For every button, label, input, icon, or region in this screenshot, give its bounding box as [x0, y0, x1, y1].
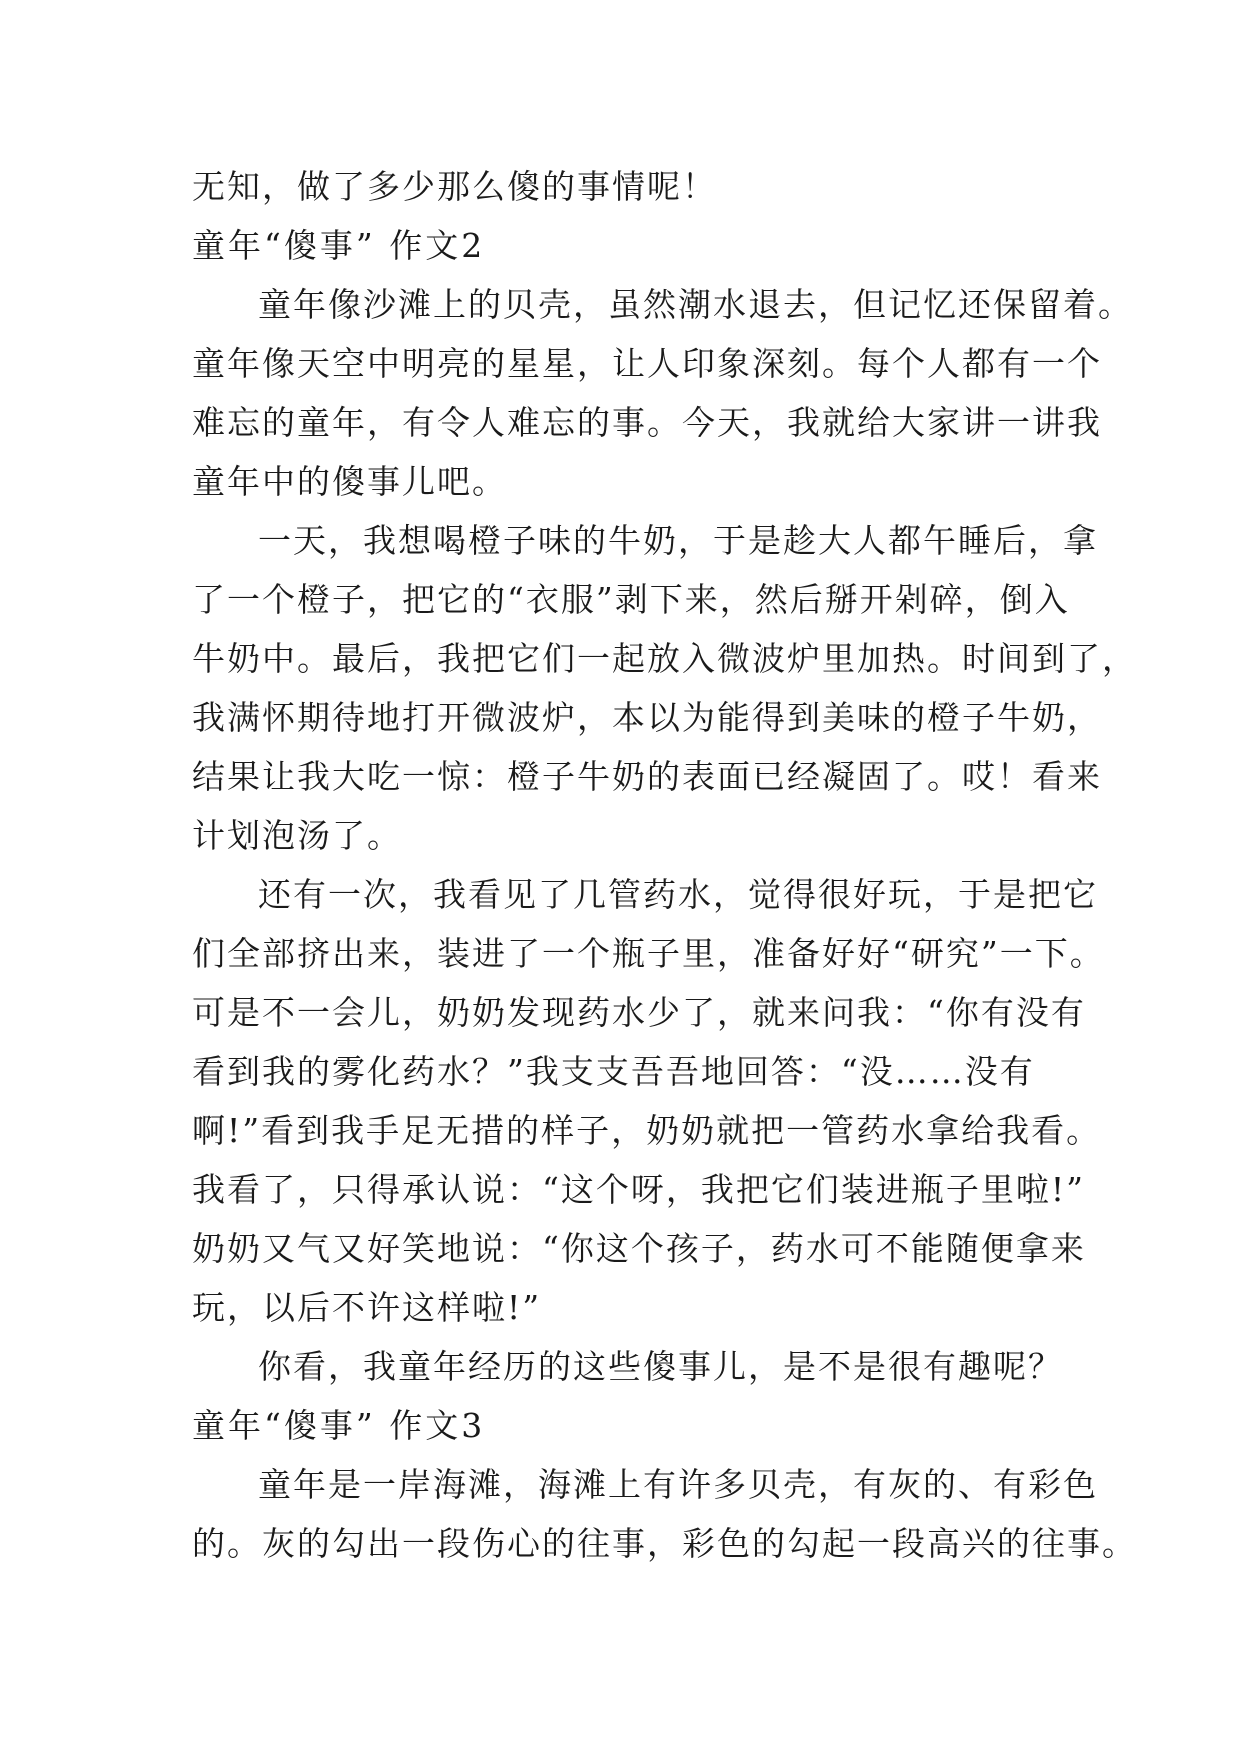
paragraph-line: 奶奶又气又好笑地说：“你这个孩子，药水可不能随便拿来 [192, 1229, 1086, 1268]
paragraph-line: 你看，我童年经历的这些傻事儿，是不是很有趣呢？ [258, 1347, 1063, 1386]
paragraph-line: 计划泡汤了。 [192, 816, 402, 855]
paragraph-line: 童年是一岸海滩，海滩上有许多贝壳，有灰的、有彩色 [258, 1465, 1098, 1504]
paragraph-line: 玩，以后不许这样啦!” [192, 1288, 542, 1327]
paragraph-line: 还有一次，我看见了几管药水，觉得很好玩，于是把它 [258, 875, 1098, 914]
essay-text [192, 157, 1137, 1573]
paragraph-line: 一天，我想喝橙子味的牛奶，于是趁大人都午睡后，拿 [258, 521, 1098, 560]
paragraph-line: 啊!”看到我手足无措的样子，奶奶就把一管药水拿给我看。 [192, 1111, 1102, 1150]
paragraph-line: 童年像天空中明亮的星星，让人印象深刻。每个人都有一个 [192, 344, 1102, 383]
paragraph-line: 了一个橙子，把它的“衣服”剥下来，然后掰开剁碎，倒入 [192, 580, 1070, 619]
paragraph-line: 难忘的童年，有令人难忘的事。今天，我就给大家讲一讲我 [192, 403, 1102, 442]
essay-heading-2: 童年“傻事” 作文2 [192, 226, 486, 265]
paragraph-line: 可是不一会儿，奶奶发现药水少了，就来问我：“你有没有 [192, 993, 1086, 1032]
paragraph-line: 我满怀期待地打开微波炉，本以为能得到美味的橙子牛奶， [192, 698, 1102, 737]
paragraph-line: 们全部挤出来，装进了一个瓶子里，准备好好“研究”一下。 [192, 934, 1105, 973]
paragraph-line: 结果让我大吃一惊：橙子牛奶的表面已经凝固了。哎！看来 [192, 757, 1102, 796]
paragraph-line: 我看了，只得承认说：“这个呀，我把它们装进瓶子里啦!” [192, 1170, 1086, 1209]
paragraph-line: 童年中的傻事儿吧。 [192, 462, 507, 501]
paragraph-line: 牛奶中。最后，我把它们一起放入微波炉里加热。时间到了， [192, 639, 1137, 678]
paragraph-line: 的。灰的勾出一段伤心的往事，彩色的勾起一段高兴的往事。 [192, 1524, 1137, 1563]
paragraph-line: 看到我的雾化药水？”我支支吾吾地回答：“没……没有 [192, 1052, 1035, 1091]
paragraph-line: 童年像沙滩上的贝壳，虽然潮水退去，但记忆还保留着。 [258, 285, 1133, 324]
paragraph-line: 无知，做了多少那么傻的事情呢！ [192, 167, 717, 206]
essay-heading-3: 童年“傻事” 作文3 [192, 1406, 486, 1445]
